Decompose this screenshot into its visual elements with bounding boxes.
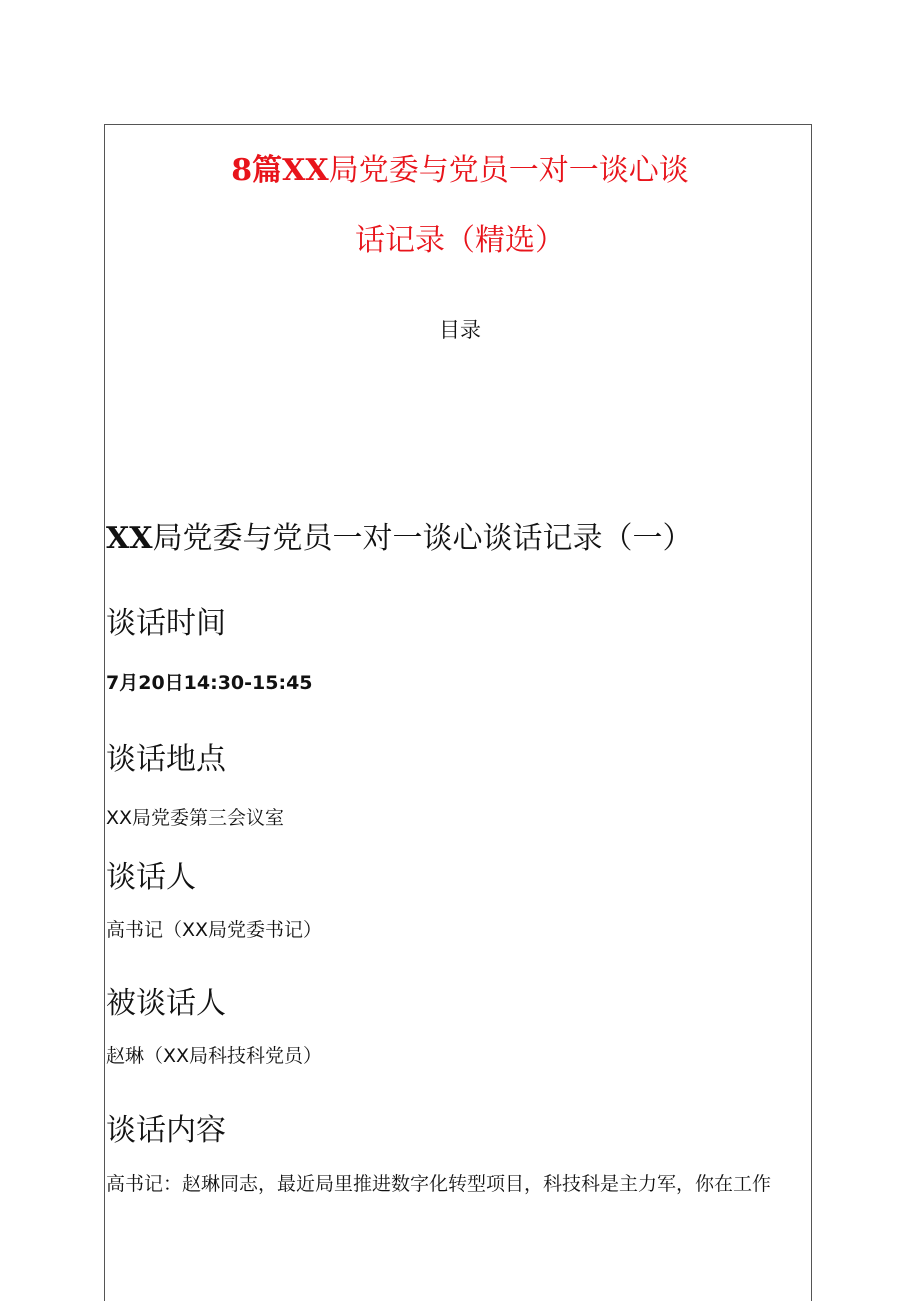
time-heading: 谈话时间 — [106, 606, 226, 641]
document-title-line-2: 话记录（精选） — [355, 223, 565, 258]
document-title-line-1 — [0, 151, 920, 191]
place-heading: 谈话地点 — [106, 742, 226, 777]
content-paragraph: 高书记：赵琳同志，最近局里推进数字化转型项目，科技科是主力军，你在工作 — [106, 1173, 772, 1195]
section-title — [106, 519, 693, 559]
section-title-rest: 局党委与党员一对一谈心谈话记录（一） — [152, 521, 693, 556]
section-title-latin: XX — [106, 521, 153, 556]
toc-label: 目录 — [439, 318, 481, 342]
interviewee-heading: 被谈话人 — [106, 986, 226, 1021]
interviewer-heading: 谈话人 — [106, 860, 196, 895]
title-rest: 局党委与党员一对一谈心谈 — [328, 153, 689, 188]
time-value: 7月20日14:30-15:45 — [106, 672, 313, 694]
interviewee-value: 赵琳（XX局科技科党员） — [106, 1045, 323, 1067]
title-prefix: 8篇 — [231, 153, 283, 188]
content-heading: 谈话内容 — [106, 1113, 226, 1148]
title-latin: XX — [282, 153, 329, 188]
place-value: XX局党委第三会议室 — [106, 807, 285, 829]
interviewer-value: 高书记（XX局党委书记） — [106, 919, 323, 941]
